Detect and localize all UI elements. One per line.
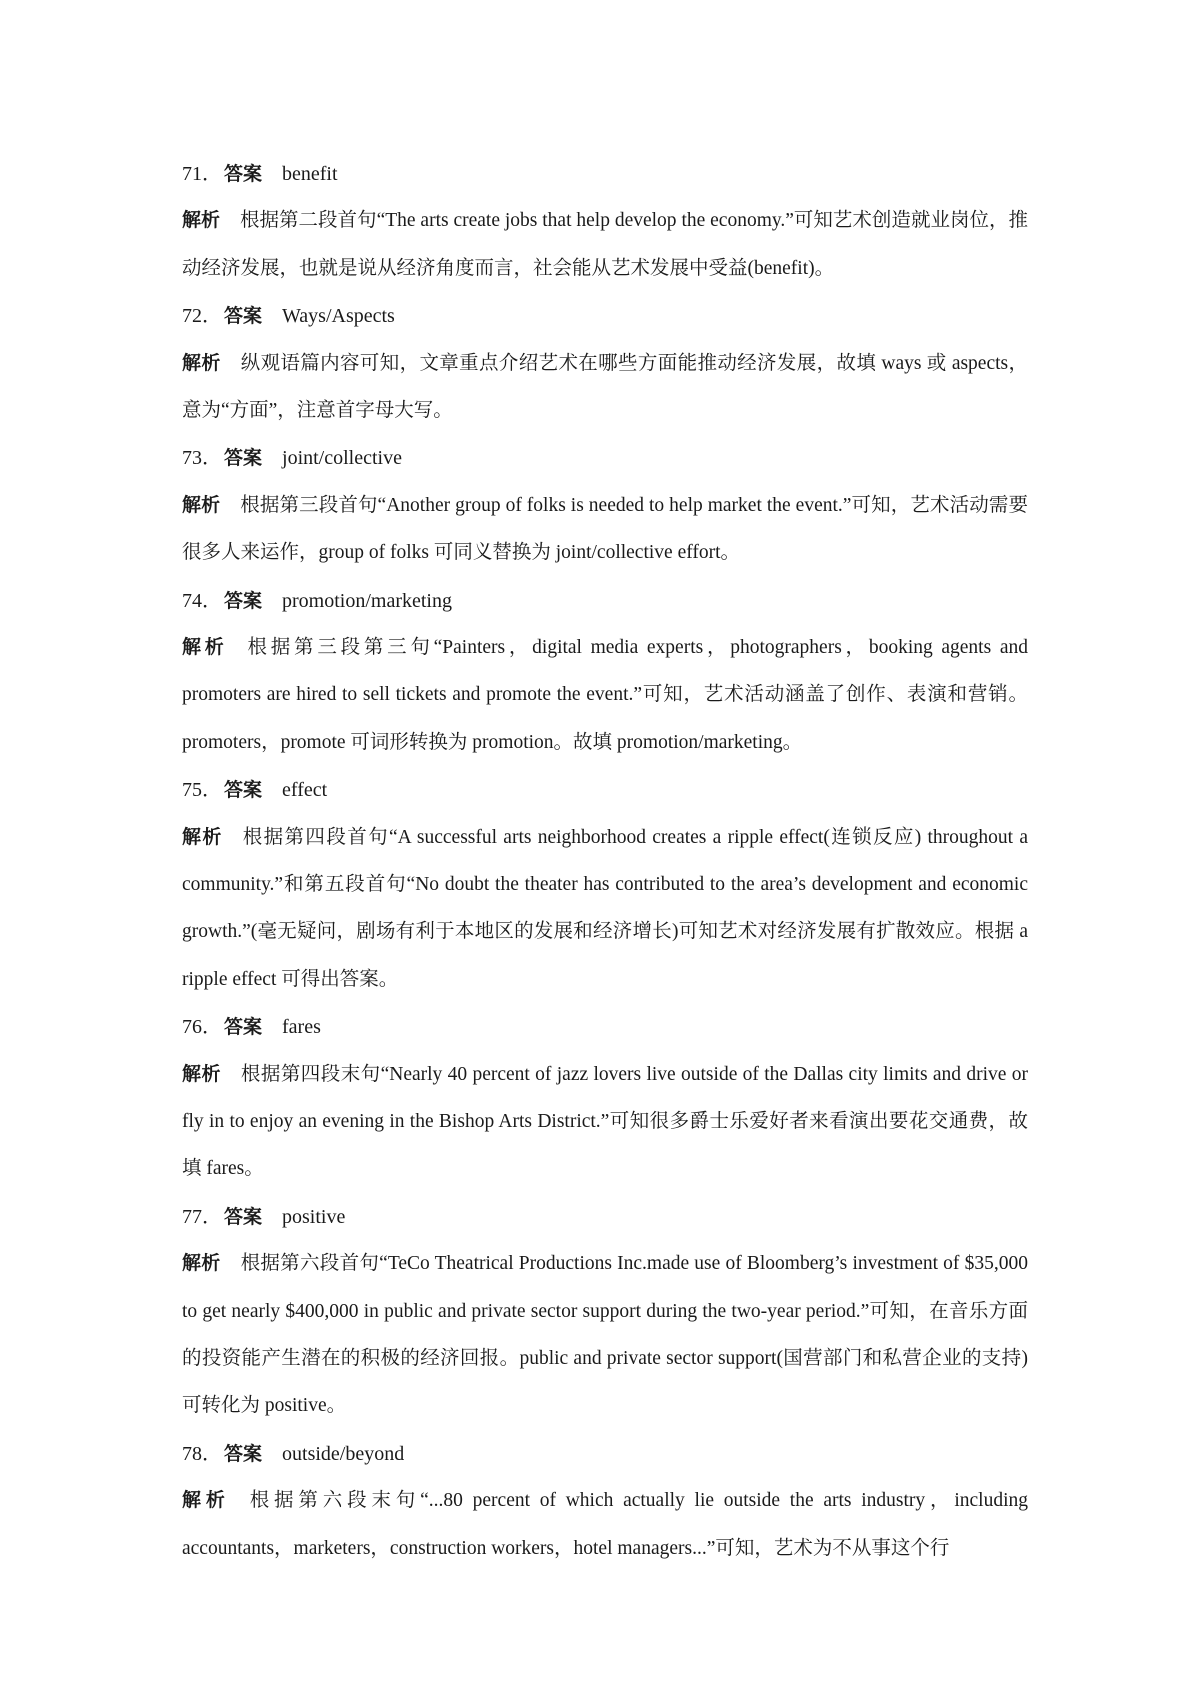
analysis-label: 解析: [182, 1252, 221, 1275]
answer-label: 答案: [224, 1016, 263, 1039]
analysis-label: 解析: [182, 825, 223, 848]
analysis-paragraph: [182, 1051, 1028, 1193]
answer-label: 答案: [224, 779, 263, 802]
analysis-text: 根据第四段首句“A successful arts neighborhood creates a ripple effect(连锁反应) throughout a community.”和第五段首句“No doubt the theater has contributed to the area’s development and economic growth.”(毫无疑问，剧场有利于本地区的发展和经济增长)可知艺术对经济发展有扩散效应。根据 a ripple effect 可得出答案。: [182, 826, 1028, 990]
entry-77: [182, 1193, 1028, 1430]
analysis-text: 纵观语篇内容可知，文章重点介绍艺术在哪些方面能推动经济发展，故填 ways 或 aspects，意为“方面”，注意首字母大写。: [182, 352, 1028, 421]
analysis-paragraph: [182, 624, 1028, 766]
answer-value: effect: [282, 779, 328, 802]
answer-line: [182, 1003, 1028, 1050]
analysis-paragraph: [182, 1240, 1028, 1430]
answer-value: outside/beyond: [282, 1442, 405, 1465]
analysis-text: 根据第三段首句“Another group of folks is needed to help market the event.”可知，艺术活动需要很多人来运作，group of folks 可同义替换为 joint/collective effort。: [182, 494, 1028, 564]
answer-line: [182, 434, 1028, 481]
answer-line: [182, 1193, 1028, 1240]
answer-line: [182, 292, 1028, 339]
analysis-text: 根据第三段第三句“Painters，digital media experts，photographers，booking agents and promoters are hired to sell tickets and promote the event.”可知，艺术活动涵盖了创作、表演和营销。promoters，promote 可词形转换为 promotion。故填 promotion/marketing。: [182, 637, 1028, 753]
analysis-paragraph: [182, 814, 1028, 1004]
question-number: 75．: [182, 779, 222, 802]
answer-value: positive: [282, 1205, 346, 1228]
answer-value: benefit: [282, 163, 338, 185]
entry-76: [182, 1003, 1028, 1193]
analysis-label: 解析: [182, 1489, 230, 1512]
question-number: 77．: [182, 1205, 222, 1228]
analysis-label: 解析: [182, 1062, 221, 1085]
question-number: 71．: [182, 163, 222, 185]
analysis-paragraph: [182, 340, 1028, 435]
question-number: 76．: [182, 1016, 222, 1039]
entry-71: [182, 150, 1028, 292]
question-number: 73．: [182, 447, 222, 470]
answer-label: 答案: [224, 447, 263, 470]
analysis-text: 根据第二段首句“The arts create jobs that help develop the economy.”可知艺术创造就业岗位，推动经济发展，也就是说从经济角度而言，社会能从艺术发展中受益(benefit)。: [182, 210, 1028, 279]
answer-label: 答案: [224, 1205, 263, 1228]
analysis-label: 解析: [182, 493, 221, 516]
answer-value: fares: [282, 1016, 321, 1039]
question-number: 78．: [182, 1442, 222, 1465]
answer-line: [182, 577, 1028, 624]
analysis-paragraph: [182, 197, 1028, 292]
analysis-paragraph: [182, 1477, 1028, 1572]
question-number: 74．: [182, 589, 222, 612]
answer-label: 答案: [224, 589, 263, 612]
answer-value: joint/collective: [282, 447, 402, 470]
analysis-paragraph: [182, 482, 1028, 577]
entry-74: [182, 577, 1028, 767]
answer-line: [182, 766, 1028, 813]
entry-78: [182, 1430, 1028, 1572]
answer-label: 答案: [224, 1442, 263, 1465]
analysis-text: 根据第六段首句“TeCo Theatrical Productions Inc.made use of Bloomberg’s investment of $35,000 to get nearly $400,000 in public and private sector support during the two-year period.”可知，在音乐方面的投资能产生潜在的积极的经济回报。public and private sector support(国营部门和私营企业的支持)可转化为 positive。: [182, 1253, 1028, 1417]
answer-value: promotion/marketing: [282, 589, 452, 612]
answer-value: Ways/Aspects: [282, 305, 395, 328]
answer-label: 答案: [224, 305, 263, 328]
analysis-text: 根据第四段末句“Nearly 40 percent of jazz lovers live outside of the Dallas city limits and drive or fly in to enjoy an evening in the Bishop Arts District.”可知很多爵士乐爱好者来看演出要花交通费，故填 fares。: [182, 1063, 1028, 1180]
answer-line: [182, 1430, 1028, 1477]
answer-key-page: [182, 150, 1028, 1572]
analysis-text: 根据第六段末句“...80 percent of which actually lie outside the arts industry，including accountants，marketers，construction workers，hotel managers...”可知，艺术为不从事这个行: [182, 1490, 1028, 1559]
answer-line: [182, 150, 1028, 197]
entry-73: [182, 434, 1028, 576]
analysis-label: 解析: [182, 636, 228, 658]
answer-label: 答案: [224, 163, 263, 185]
entry-75: [182, 766, 1028, 1003]
entry-72: [182, 292, 1028, 434]
analysis-label: 解析: [182, 209, 221, 232]
analysis-label: 解析: [182, 351, 221, 374]
question-number: 72．: [182, 305, 222, 328]
